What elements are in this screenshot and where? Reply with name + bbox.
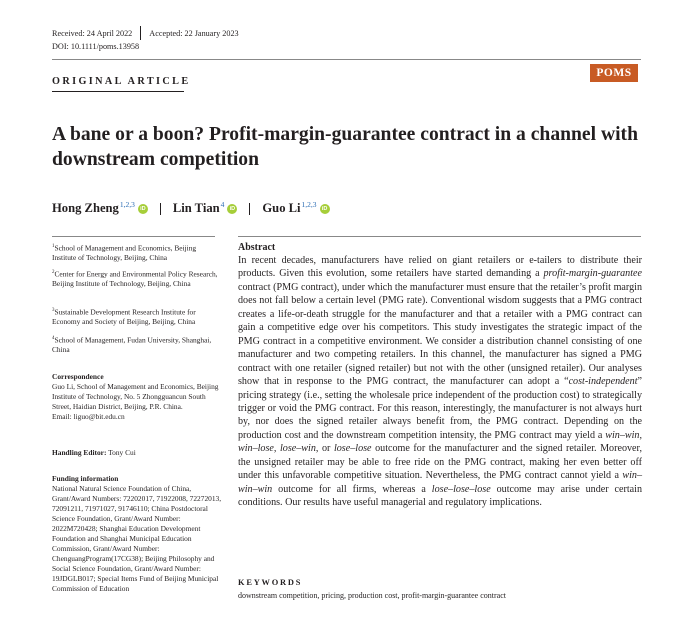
divider (140, 26, 141, 40)
divider (52, 236, 215, 237)
abstract-segment: , or (315, 443, 334, 455)
abstract-segment: outcome for the manufacturer and the signed retailer. Moreover, the unsigned retailer may be able to free ride on the PMG contract, making her even better off under this unfavorable competitive situation. Nevertheless, the PMG contract cannot yield a (238, 443, 643, 482)
affiliation-ref[interactable]: 1,2,3 (119, 200, 135, 209)
handling-editor (52, 448, 222, 458)
keywords-heading: KEYWORDS (238, 578, 303, 587)
doi[interactable]: DOI: 10.1111/poms.13958 (52, 42, 140, 51)
divider (238, 236, 641, 237)
orcid-icon[interactable]: iD (227, 204, 237, 214)
affiliation-number: 4 (52, 336, 55, 341)
affiliation-text: School of Management, Fudan University, Shanghai, China (52, 335, 212, 355)
author-1[interactable] (52, 201, 148, 216)
orcid-icon[interactable]: iD (138, 204, 148, 214)
correspondence-heading: Correspondence (52, 372, 104, 381)
correspondence-text: Guo Li, School of Management and Economics, Beijing Institute of Technology, No. 5 Zhongguancun South Street, Haidian District, Beijing, P.R. China. (52, 382, 219, 411)
affiliation-text: School of Management and Economics, Beijing Institute of Technology, Beijing, China (52, 243, 197, 263)
journal-logo: POMS (590, 64, 638, 82)
correspondence-email[interactable]: Email: liguo@bit.edu.cn (52, 412, 125, 421)
abstract-segment: ” pricing strategy (i.e., setting the wholesale price independent of the production cost) to strategically trigger or void the PMG contract. For this reason, interestingly, the manufacturer is not always hurt by, nor does the signed retailer always benefit from, the PMG contract. Depending on the production cost and the downstream competition intensity, the PMG contract may yield a (238, 376, 642, 441)
abstract-heading: Abstract (238, 242, 276, 253)
author-name: Hong Zheng (52, 201, 119, 215)
article-type: ORIGINAL ARTICLE (52, 76, 191, 87)
divider (160, 203, 161, 215)
affiliation-3 (52, 306, 222, 327)
abstract-emphasis: lose–lose–lose (431, 483, 491, 495)
handling-editor-label: Handling Editor: (52, 448, 107, 457)
funding-information (52, 474, 222, 594)
abstract-text (238, 254, 642, 510)
submission-dates (52, 26, 239, 40)
abstract-emphasis: lose–lose (333, 443, 372, 455)
affiliation-2 (52, 268, 222, 289)
affiliation-ref[interactable]: 1,2,3 (301, 200, 317, 209)
abstract-emphasis: win–win, win–lose, lose–win (238, 429, 642, 455)
affiliation-number: 1 (52, 244, 55, 249)
funding-text: National Natural Science Foundation of China, Grant/Award Numbers: 72202017, 71922008, 72272013, 72091211, 71971027, 91746110; China Postdoctoral Science Foundation, Grant/Award Number: 2022M720428; Shanghai Education Development Foundation and Shanghai Municipal Education Commission, Grant/Award Number: ChenguangProgram(17CG38); Beijing Philosophy and Social Science Foundation, Grant/Award Number: 19JDGLB017; Special Items Fund of Beijing Municipal Commission of Education (52, 484, 222, 593)
author-2[interactable] (173, 201, 238, 216)
accepted-date: Accepted: 22 January 2023 (149, 28, 239, 38)
author-list (52, 201, 330, 216)
affiliation-4 (52, 334, 222, 355)
author-name: Lin Tian (172, 201, 220, 215)
received-date: Received: 24 April 2022 (52, 28, 133, 38)
page-title: A bane or a boon? Profit-margin-guarantee contract in a channel with downstream competition (52, 124, 638, 170)
author-name: Guo Li (262, 201, 301, 215)
orcid-icon[interactable]: iD (320, 204, 330, 214)
affiliation-1 (52, 242, 222, 263)
divider (249, 203, 250, 215)
funding-heading: Funding information (52, 474, 119, 483)
affiliation-text: Center for Energy and Environmental Policy Research, Beijing Institute of Technology, Beijing, China (52, 269, 218, 289)
abstract-emphasis: win–win–win (238, 470, 642, 495)
handling-editor-name: Tony Cui (108, 448, 136, 457)
abstract-emphasis: profit-margin-guarantee (543, 268, 642, 280)
divider (52, 91, 184, 92)
correspondence (52, 372, 222, 422)
affiliation-number: 2 (52, 270, 55, 275)
abstract-segment: outcome may arise under certain conditions. Our results have useful managerial and regulatory implications. (238, 483, 643, 509)
abstract-segment: In recent decades, manufacturers have relied on giant retailers or e-tailers to distribute their products. Given this evolution, some retailers have started demanding a (238, 255, 642, 280)
divider (52, 59, 641, 60)
abstract-emphasis: cost-independent (568, 376, 638, 388)
keywords-list: downstream competition, pricing, production cost, profit-margin-guarantee contract (238, 591, 506, 600)
author-3[interactable] (262, 201, 329, 216)
affiliation-text: Sustainable Development Research Institute for Economy and Society of Beijing, Beijing, China (52, 307, 196, 327)
abstract-segment: outcome for all firms, whereas a (272, 483, 432, 495)
abstract-segment: contract (PMG contract), under which the manufacturer must ensure that the retailer’s profit margin does not fall below a certain level (PMG rate). Conventional wisdom suggests that a PMG contract creates a life-or-death struggle for the manufacturer and that a retailer with a PMG contract can gain a competitive edge over his competitors. This study investigates the strategic impact of the PMG contract in a competitive environment. We consider a distribution channel consisting of one manufacturer and two competing retailers. In this channel, the manufacturer has signed a PMG contract with one retailer (signed retailer) but not with the other (unsigned retailer). Our analyses show that in response to the PMG contract, the manufacturer can adopt a “ (238, 281, 642, 388)
affiliation-ref[interactable]: 4 (220, 200, 225, 209)
affiliation-number: 3 (52, 308, 55, 313)
